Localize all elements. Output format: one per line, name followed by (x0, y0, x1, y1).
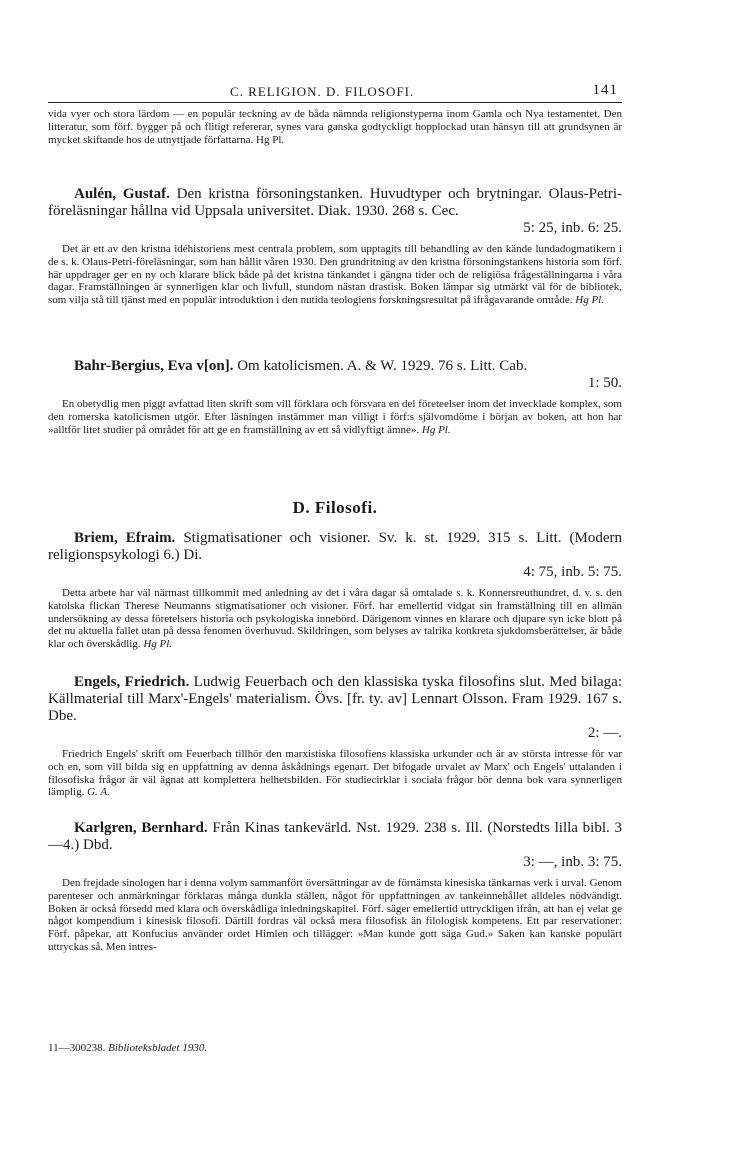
entry-bibliography: Stigmatisationer och visioner. Sv. k. st. 1929. 315 s. Litt. (Modern religionspsykologi 6.) Di. (48, 530, 622, 563)
header-title: C. RELIGION. D. FILOSOFI. (230, 84, 415, 99)
entry-review (48, 587, 622, 651)
entry-author: Briem, Efraim. (74, 530, 176, 546)
entry-review (48, 748, 622, 799)
intro-paragraph: vida vyer och stora lärdom — en populär teckning av de båda nämnda religionstyperna inom Gamla och Nya testamentet. Den litteratur, som förf. bygger på och flitigt refererar, synes vara ganska godtyckligt hopplockad utan hänsyn till att grundsynen är mycket skiftande hos de utnyttjade författarna. Hg Pl. (48, 108, 622, 146)
entry-bibliography: Om katolicismen. A. & W. 1929. 76 s. Litt. Cab. (237, 358, 528, 374)
entry-signature: G. A. (87, 786, 110, 799)
section-heading: D. Filosofi. (292, 498, 378, 517)
entry-author: Bahr-Bergius, Eva v[on]. (74, 358, 234, 374)
entry-review-text: Den frejdade sinologen har i denna volym sammanfört översättningar av de förnämsta kinesiska tänkarnas verk i urval. Genom parenteser och anmärkningar förklaras många dunkla ställen, något för uppfattningen av tankeinnehållet alldeles nödvändigt. Boken är också försedd med klara och överskådliga inledningskapitel. Förf. säger emellertid uttryckligen ifrån, att han ej velat ge något kompendium i kinesisk filosofi. Därtill fordras väl också mera filosofisk än filologisk kompetens. Ett par reservationer: Förf. påpekar, att Konfucius använder ordet Himlen och tillägger: »Man kunde gott säga Gud.» Saken kan kanske populärt uttryckas så. Men intres- (48, 877, 622, 953)
footer-publication: Biblioteksbladet 1930. (108, 1042, 208, 1054)
page-number: 141 (592, 82, 618, 98)
entry-bahr-bergius (48, 358, 622, 436)
entry-price: 5: 25, inb. 6: 25. (523, 220, 622, 236)
entry-heading (48, 358, 622, 375)
entry-review (48, 243, 622, 307)
entry-price: 4: 75, inb. 5: 75. (523, 564, 622, 580)
entry-signature: Hg Pl. (575, 294, 604, 307)
entry-review-text: Detta arbete har väl närmast tillkommit med anledning av det i våra dagar så omtalade s. k. Konnersreuthundret, d. v. s. den katolska flickan Therese Neumanns stigmatisationer och visioner. Förf. har emellertid vidgat sin framställning till en allmän undersökning av dessa företelsers historia och psykologiska innebörd. Därigenom vinnes en klarare och djupare syn icke blott på det nu aktuella fallet utan på dessa fenomen överhuvud. Skildringen, som belyses av talrika konkreta sjukdomsberättelser, är både klar och överskådlig. (48, 587, 622, 651)
footer-code: 11—300238. (48, 1042, 106, 1054)
entry-bibliography: Ludwig Feuerbach och den klassiska tyska filosofins slut. Med bilaga: Källmaterial till Marx'-Engels' materialism. Övs. [fr. ty. av] Lennart Olsson. Fram 1929. 167 s. Dbe. (48, 674, 622, 724)
entry-heading (48, 674, 622, 725)
entry-aulen (48, 186, 622, 307)
entry-signature: Hg Pl. (143, 638, 173, 651)
entry-bibliography: Från Kinas tankevärld. Nst. 1929. 238 s. Ill. (Norstedts lilla bibl. 3—4.) Dbd. (48, 820, 623, 853)
entry-author: Engels, Friedrich. (74, 674, 190, 690)
running-header (48, 82, 622, 103)
entry-author: Aulén, Gustaf. (74, 186, 170, 202)
entry-signature: Hg Pl. (421, 423, 451, 436)
page-footer (48, 1042, 207, 1054)
entry-price: 3: —, inb. 3: 75. (523, 854, 622, 870)
entry-price: 1: 50. (587, 375, 622, 391)
entry-review-text: En obetydlig men piggt avfattad liten skrift som vill förklara och försvara en del företeelser inom det invecklade komplex, som den romerska katolicismen utgör. Efter läsningen instämmer man villigt i förf:s självomdöme i början av boken, att hon har »alltför litet studier på området för att ge en framställning av ett så vidlyftigt ämne». (48, 398, 622, 436)
entry-heading (48, 530, 622, 564)
entry-review-text: Det är ett av den kristna idéhistoriens mest centrala problem, som upptagits till behandling av den kände lundadogmatikern i de s. k. Olaus-Petri-föreläsningar, som han hållit våren 1930. Den grundritning av den kristna försoningstankens historia som förf. här uppdrager ger en ny och klarare blick både på det kristna tänkandet i gängna tider och de religiösa frågeställningarna i våra dagar. Framställningen är synnerligen klar och livfull, stundom nästan drastisk. Boken lämpar sig utmärkt väl för de bibliotek, som vilja stå till tjänst med en populär introduktion i den nutida teologiens forskningsresultat på ifrågavarande område. (48, 243, 622, 307)
entry-review (48, 877, 622, 954)
entry-review (48, 398, 622, 436)
entry-heading (48, 820, 622, 854)
entry-karlgren (48, 820, 622, 954)
entry-review-text: Friedrich Engels' skrift om Feuerbach tillhör den marxistiska filosofiens klassiska urkunder och är av största intresse för var och en, som vill bilda sig en uppfattning av denna åskådnings egenart. Det bifogade urvalet av Marx' och Engels' uttalanden i filosofiska frågor är väl ägnat att komplettera helhetsbilden. För studiecirklar i sociala frågor bör denna bok vara synnerligen lämplig. (48, 748, 622, 799)
entry-bibliography: Den kristna försoningstanken. Huvudtyper och brytningar. Olaus-Petri-föreläsningar hållna vid Uppsala universitet. Diak. 1930. 268 s. Cec. (48, 186, 623, 219)
intro-paragraph-block (48, 108, 622, 146)
entry-heading (48, 186, 622, 220)
entry-author: Karlgren, Bernhard. (74, 820, 208, 836)
entry-briem (48, 530, 622, 651)
entry-engels (48, 674, 622, 799)
entry-price: 2: —. (587, 725, 622, 741)
